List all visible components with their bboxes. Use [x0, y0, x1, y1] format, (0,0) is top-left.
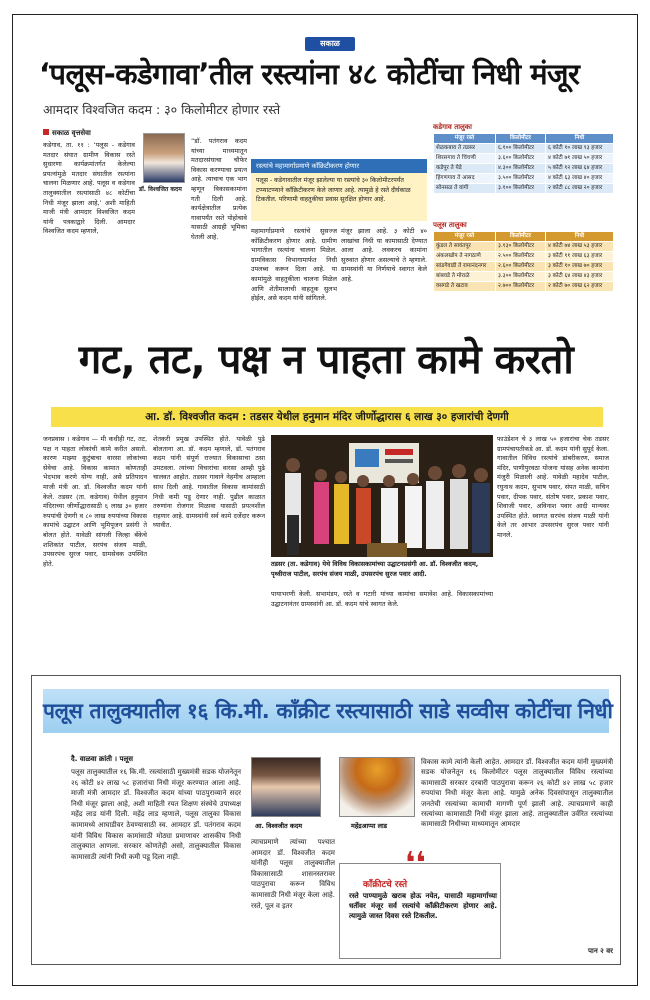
table1-header-cell: निधी [546, 134, 614, 144]
table-cell: २.७०० किलोमीटर [496, 282, 546, 292]
table-cell: ३ कोटी १० लाख ७० हजार [546, 262, 614, 272]
table-cell: हिंगणगाव ते आसद [434, 174, 496, 184]
article2-subhead: आ. डॉ. विश्‍वजीत कदम : तडसर येथील हनुमान मंदिर जीर्णोद्धारास ६ लाख ३० हजारांची देणगी [51, 407, 603, 427]
table-cell: २.५०० किलोमीटर [496, 252, 546, 262]
table-cell: ६ कोटी १० लाख ९३ हजार [546, 144, 614, 154]
table2-header-cell: किलोमीटर [496, 232, 546, 242]
article3-continued: पान २ वर [588, 947, 613, 955]
table-cell: ४.३०० किलोमीटर [496, 164, 546, 174]
article1-headline: ‘पलूस-कडेगावा’तील रस्त्यांना ४८ कोटींचा निधी मंजूर [39, 57, 580, 91]
table-cell: सोनसळ ते वांगी [434, 184, 496, 194]
table1-kadegaon [433, 133, 614, 194]
table2-title: पलूस तालुका [433, 221, 467, 229]
article1-photo-caption: डॉ. विश्‍वजित कदम [139, 186, 182, 193]
table-cell: ३.६०० किलोमीटर [496, 154, 546, 164]
table-cell: ६.१०० किलोमीटर [496, 144, 546, 154]
table-cell: ५ कोटी १२ लाख ६४ हजार [546, 164, 614, 174]
article3-photo-lad [339, 757, 415, 817]
table-cell: २ कोटी ८८ लाख २० हजार [546, 184, 614, 194]
article2-column-c: पायाभरणी केली. सभामंडप, रस्ते व गटारी यांच्या कामांचा समावेश आहे. विकासकामांच्या उद्घाटनानंतर ग्रामस्थांनी आ. डॉ. कदम यांचे स्वागत केले. [271, 590, 493, 608]
article3-quote-text: रस्ते पाण्यामुळे खराब होऊ नयेत, यासाठी महामार्गाच्या धर्तीवर मंजूर सर्व रस्त्यांचे काँक्रीटीकरण होणार आहे. त्यामुळे जास्त दिवस रस्ते टिकतील. [349, 892, 497, 921]
table-cell: वसगडे ते खटाव [434, 282, 496, 292]
table-cell: कडेपूर ते येडे [434, 164, 496, 174]
newspaper-logo: सकाळ [305, 37, 355, 51]
quote-mark-icon: ❛❛ [405, 846, 426, 881]
article2-headline: गट, तट, पक्ष न पाहता कामे करतो [78, 337, 574, 383]
article1-byline [43, 129, 91, 138]
table-cell: ३.५०० किलोमीटर [496, 174, 546, 184]
article3-photo1-caption: आ. विश्‍वजीत कदम [255, 822, 303, 830]
article1-subhead: आमदार विश्‍वजित कदम : ३० किलोमीटर होणार रस्ते [43, 102, 281, 117]
event-photo-illustration [271, 435, 493, 557]
table1-header-cell: किलोमीटर [496, 134, 546, 144]
article1-highlight-title: रस्त्यांचे महामार्गाप्रमाणे काँक्रिटीकरण होणार [251, 159, 427, 173]
table-cell: ३.१३० किलोमीटर [496, 242, 546, 252]
article3-byline: दै. वाळवा क्रांती । पलूस [71, 755, 133, 763]
table-row [434, 262, 614, 272]
table-row [434, 144, 614, 154]
table2-palus [433, 231, 614, 292]
article3-photo2-caption: महेंद्रआप्पा लाड [351, 822, 388, 830]
article1-column-b2 [139, 195, 187, 303]
table-row [434, 282, 614, 292]
table-cell: ३ कोटी ६४ लाख ४३ हजार [546, 272, 614, 282]
bullet-square-icon [43, 129, 49, 135]
article1-photo-portrait [143, 133, 185, 183]
newspaper-page [12, 14, 638, 986]
table1-header-cell: मंजूर रस्ते [434, 134, 496, 144]
table-row [434, 242, 614, 252]
table-row [434, 164, 614, 174]
article1-highlight-box: पलूस - कडेगावातील मंजूर झालेल्या या रस्त्यांचे ३० किलोमीटरपर्यंत टप्प्याटप्प्याने काँक्रिटीकरण केले जाणार आहे. त्यामुळे हे रस्ते दीर्घकाळ टिकतील. परिणामी वाहतुकीचा प्रवास सुरक्षित होणार आहे. [251, 173, 427, 221]
table-row [434, 154, 614, 164]
article2-column-b: शेतकरी प्रमुख उपस्थित होते. यावेळी पुढे बोलताना आ. डॉ. कदम म्हणाले, डॉ. पतंगराव कदम यांनी संपूर्ण राज्यात विकासाचा ठसा उमटवला. त्यांच्या विचारांचा वारसा आम्ही पुढे चालवत आहोत. तडसर गावाने नेहमीच आम्हाला साथ दिली आहे. गावातील विकास कामांसाठी निधी कमी पडू देणार नाही. पुढील काळात तरुणांना रोजगार मिळावा यासाठी प्रयत्नशील राहणार आहे. ग्रामस्थांनी सर्व कामे दर्जेदार करून घ्यावीत. [153, 435, 265, 530]
table-cell: ३.१०० किलोमीटर [496, 184, 546, 194]
table-row [434, 272, 614, 282]
table-cell: ३.३०० किलोमीटर [496, 272, 546, 282]
table-cell: बांबवडे ते मोराळे [434, 272, 496, 282]
table-row [434, 252, 614, 262]
article1-column-d: मंजूर झाला आहे. ३ कोटी ४० लाखांचा निधी या कामासाठी देण्यात आला आहे. लवकरच कामांना सुरुवात होणार असल्याचे ते म्हणाले. ग्रामस्थांनी या निर्णयाचे स्वागत केले आहे. [341, 227, 427, 283]
article3-headline: पलूस तालुक्यातील १६ कि.मी. काँक्रीट रस्त्यासाठी साडे सव्वीस कोटींचा निधी [43, 699, 613, 723]
table-cell: ४ कोटी ७४ लाख ५३ हजार [546, 242, 614, 252]
article1-byline-text: सकाळ वृत्तसेवा [52, 129, 91, 137]
table-cell: कुंडल ते सावंतपूर [434, 242, 496, 252]
table-cell: शेळकबाव ते तडसर [434, 144, 496, 154]
article3-photo-kadam [251, 757, 321, 817]
table2-header-cell: मंजूर रस्ते [434, 232, 496, 242]
article1-column-b: “डॉ. पतंगराव कदम यांच्या माध्यमातून मतदारसंघाचा चौफेर विकास करण्याचा प्रयत्न आहे. त्याचाच एक भाग म्हणून विकासकामांना गती दिली आहे. कार्यक्षेत्रातील प्रत्येक गावापर्यंत रस्ते पोहोचावे यासाठी आग्रही भूमिका घेतली आहे. [191, 137, 247, 241]
table-cell: शिरसगाव ते चिंचणी [434, 154, 496, 164]
article2-column-d: फाउंडेशन चे ३ लाख ५० हजारांचा चेक तडसर ग्रामपंचायतीकडे आ. डॉ. कदम यांनी सुपूर्द केला. गावातील विविध रस्त्यांचे डांबरीकरण, समाज मंदिर, पाणीपुरवठा योजना यांसह अनेक कामांना मंजुरी मिळाली आहे. यावेळी महादेव पाटील, रघुनाथ कदम, सुभाष पवार, संपत माळी, सचिन पवार, दीपक पवार, संतोष पवार, प्रकाश पवार, शिवाजी पवार, अविनाश पवार आदी मान्यवर उपस्थित होते. स्वागत सरपंच संजय माळी यांनी केले तर आभार उपसरपंच सुरज पवार यांनी मानले. [497, 435, 609, 539]
article2-event-photo [271, 435, 493, 557]
table-cell: सांडगेवाडी ते रामानंदनगर [434, 262, 496, 272]
article3-quote-title: काँक्रीटचे रस्ते [363, 880, 408, 890]
article2-photo-caption: तडसर (ता. कडेगाव) येथे विविध विकासकामांच्या उद्घाटनप्रसंगी आ. डॉ. विश्‍वजीत कदम, पृथ्वीराज पाटील, सरपंच संजय माळी, उपसरपंच सुरज पवार आदी. [271, 560, 479, 578]
table2-header-row [434, 232, 614, 242]
table-cell: अंकलखोप ते नागठाणे [434, 252, 496, 262]
table1-title: कडेगाव तालुका [433, 123, 472, 131]
table-cell: २ कोटी ७० लाख ६२ हजार [546, 282, 614, 292]
article2-column-a: जनप्रवास । कडेगाव — मी कधीही गट, तट, पक्ष न पाहता लोकांची कामे करीत असतो. कारण माझ्या कुटुंबाचा वारसा लोकांच्या सेवेचा आहे. विकास कामात कोणताही भेदभाव करणे योग्य नाही, असे प्रतिपादन माजी मंत्री आ. डॉ. विश्‍वजीत कदम यांनी केले. तडसर (ता. कडेगाव) येथील हनुमान मंदिराच्या जीर्णोद्धारासाठी ६ लाख ३० हजार रुपयांची देणगी व ८० लाख रुपयांच्या विकास कामांचे उद्घाटन आणि भूमिपूजन प्रसंगी ते बोलत होते. यावेळी सांगली जिल्हा बँकेचे शशिकांत पाटील, सरपंच संजय माळी, उपसरपंच सुरज पवार, ग्रामसेवक उपस्थित होते. [43, 435, 147, 568]
article3-column-a: पलूस तालुक्यातील १६ कि.मी. रस्त्यांसाठी मुख्यमंत्री सडक योजनेतून २६ कोटी ४२ लाख ५८ हजारांचा निधी मंजूर करण्यात आला आहे. माजी मंत्री आमदार डॉ. विश्‍वजीत कदम यांच्या पाठपुराव्याने सदर निधी मंजूर झाला आहे, अशी माहिती रयत शिक्षण संस्थेचे उपाध्यक्ष महेंद्र लाड यांनी दिली. महेंद्र लाड म्हणाले, पलूस तालुका विकास कामामध्ये आघाडीवर ठेवण्यासाठी स्व. आमदार डॉ. पतंगराव कदम यांनी विविध विकास कामांसाठी मोठ्या प्रमाणावर शासकीय निधी तालुक्यात आणला. सरकार कोणतेही असो, तालुक्यातील विकास कामासाठी त्यांनी निधी कमी पडू दिला नाही. [71, 768, 241, 861]
article1-column-c: महामार्गाप्रमाणे रस्त्यांचे सुसज्ज काँक्रिटीकरण होणार आहे. ग्रामीण भागातील रस्त्यांना चालना मिळेल. ग्रामविकास विभागामार्फत निधी उपलब्ध करून दिला आहे. या कामांमुळे वाहतुकीला चालना मिळेल आणि शेतीमालाची वाहतूक सुलभ होईल, असे कदम यांनी सांगितले. [251, 227, 337, 303]
table-cell: ४ कोटी ७१ लाख ५० हजार [546, 154, 614, 164]
table-cell: ३ कोटी ११ लाख ६३ हजार [546, 252, 614, 262]
article1-column-a: कडेगाव, ता. ११ : ‘पलूस - कडेगाव मतदार संघात ग्रामीण विकास रस्ते सुधारणा कार्यक्रमांतर्गत केलेल्या प्रयत्नांमुळे मतदार संघातील रस्त्यांना चालना मिळणार आहे. पलूस व कडेगाव तालुक्यातील रस्त्यांसाठी ४८ कोटींचा निधी मंजूर झाला आहे,’ अशी माहिती माजी मंत्री आमदार विश्‍वजित कदम यांनी पत्रकाद्वारे दिली. आमदार विश्‍वजित कदम म्हणाले, [43, 141, 135, 236]
table1-header-row [434, 134, 614, 144]
table-cell: ४ कोटी ६३ लाख ४० हजार [546, 174, 614, 184]
table2-header-cell: निधी [546, 232, 614, 242]
article3-column-c: विकास कामे त्यांनी केली आहेत. आमदार डॉ. विश्‍वजीत कदम यांनी मुख्यमंत्री सडक योजनेतून १६ किलोमीटर पलूस तालुक्यातील विविध रस्त्यांच्या कामासाठी सरकार दरबारी पाठपुरावा करून २६ कोटी ४२ लाख ५८ हजार रुपयांचा निधी मंजूर केला आहे. यामुळे अनेक दिवसांपासून तालुक्यातील जनतेची रस्त्यांच्या कामाची मागणी पूर्ण झाली आहे. त्याचप्रमाणे काही रस्त्यांच्या कामासाठी निधी मंजूर झाला आहे. तालुक्यातील उर्वरित रस्त्यांच्या कामासाठी निधीच्या माध्यमातून आमदार [421, 758, 613, 829]
table-cell: २.६०० किलोमीटर [496, 262, 546, 272]
table-row [434, 184, 614, 194]
table-row [434, 174, 614, 184]
article3-column-b: त्याचप्रमाणे त्यांच्या पश्चात आमदार डॉ. विश्‍वजीत कदम यांनीही पलूस तालुक्यातील विकासासाठी शासनस्तरावर पाठपुरावा करून विविध कामासाठी निधी मंजूर केला आहे. रस्ते, पूल व इतर [251, 838, 335, 910]
